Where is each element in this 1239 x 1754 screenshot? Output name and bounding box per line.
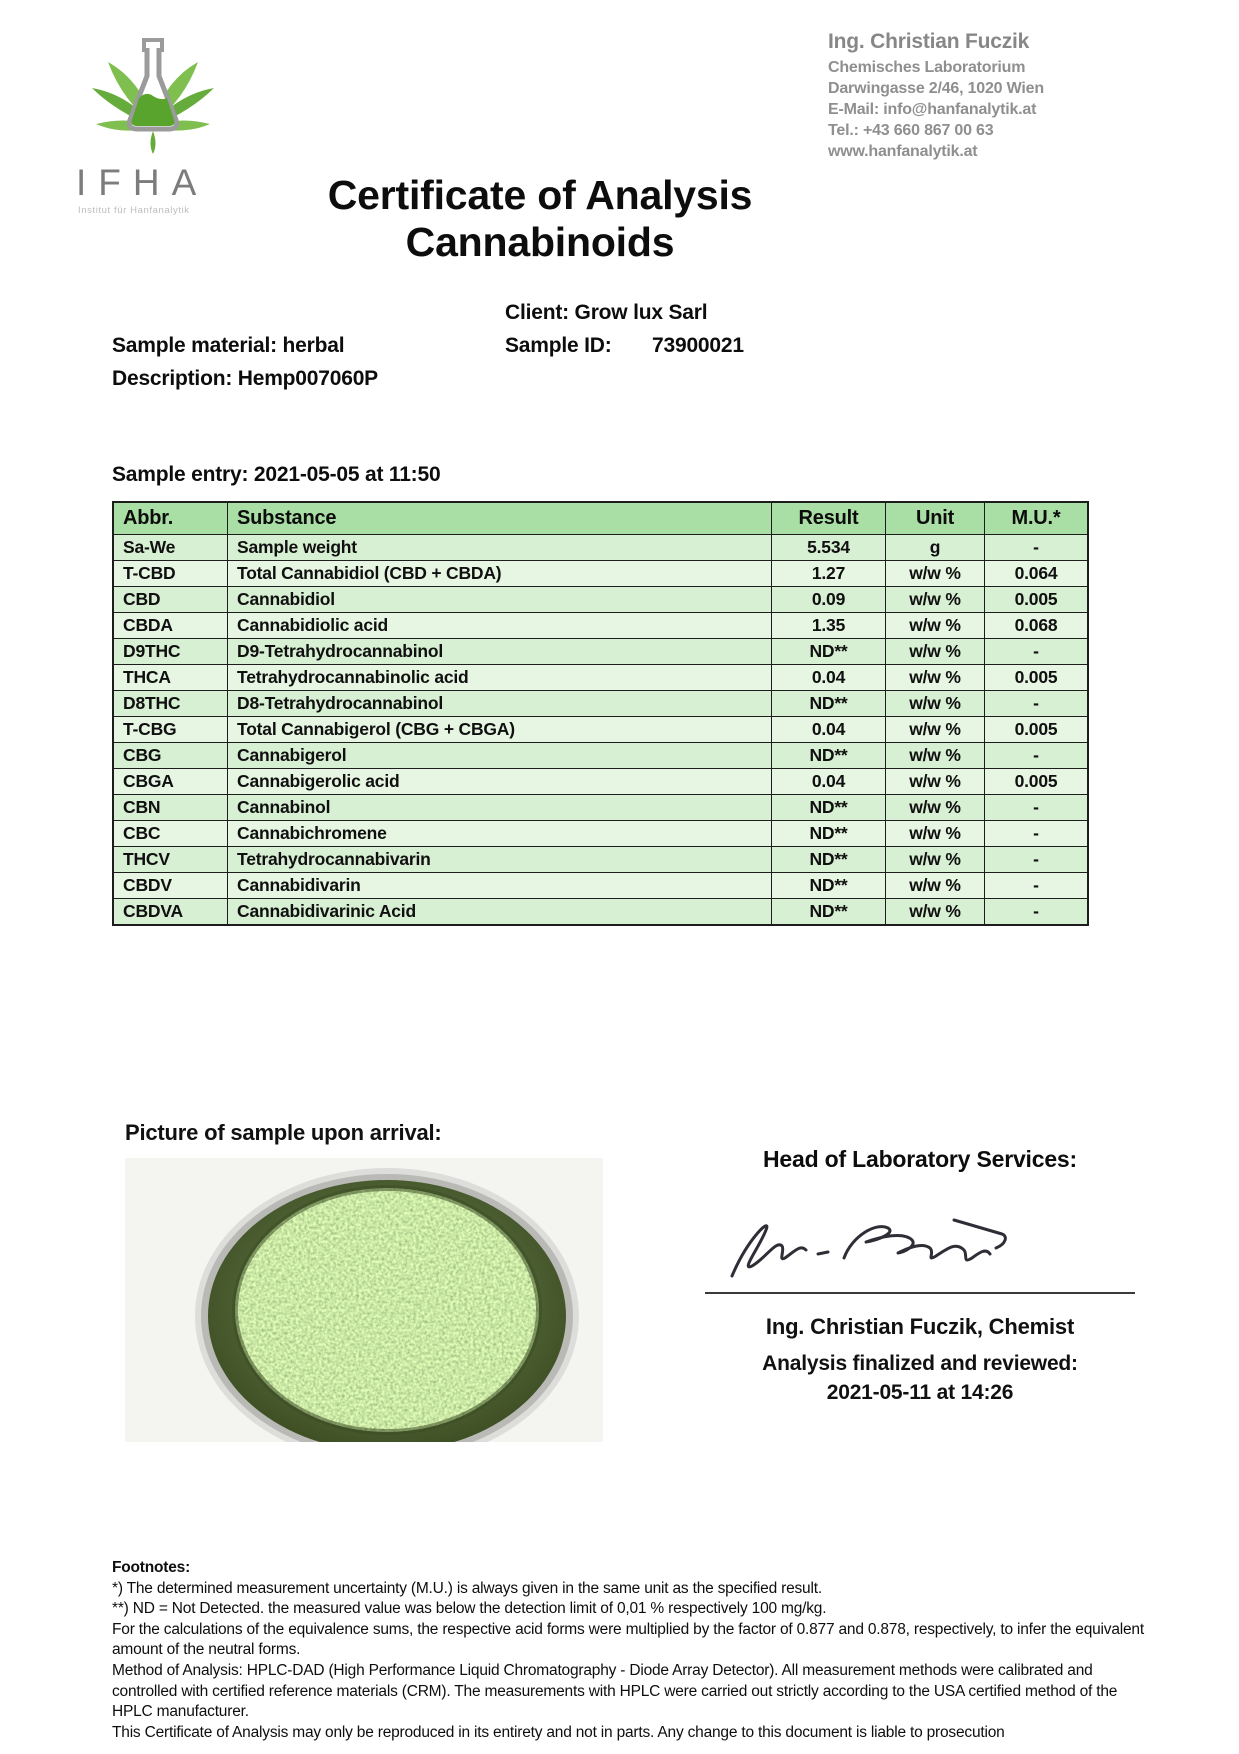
title-line-1: Certificate of Analysis bbox=[327, 172, 753, 218]
table-row bbox=[113, 535, 1088, 561]
table-cell: 0.068 bbox=[985, 613, 1089, 639]
table-cell: CBG bbox=[113, 743, 228, 769]
table-cell: CBD bbox=[113, 587, 228, 613]
table-cell: 0.09 bbox=[772, 587, 886, 613]
table-header-cell: Result bbox=[772, 502, 886, 535]
table-cell: - bbox=[985, 535, 1089, 561]
contact-line: www.hanfanalytik.at bbox=[828, 143, 978, 161]
contact-line: Tel.: +43 660 867 00 63 bbox=[828, 122, 994, 140]
table-cell: D9THC bbox=[113, 639, 228, 665]
table-cell: ND** bbox=[772, 795, 886, 821]
client-line: Client: Grow lux Sarl bbox=[505, 301, 708, 324]
table-cell: Tetrahydrocannabinolic acid bbox=[228, 665, 772, 691]
results-table-wrap bbox=[112, 501, 1089, 926]
table-cell: CBGA bbox=[113, 769, 228, 795]
table-cell: w/w % bbox=[886, 795, 985, 821]
footnote-line: This Certificate of Analysis may only be reproduced in its entirety and not in parts. Any change to this document is liable to prosecution bbox=[112, 1723, 1005, 1741]
table-cell: w/w % bbox=[886, 821, 985, 847]
table-cell: w/w % bbox=[886, 769, 985, 795]
table-cell: CBC bbox=[113, 821, 228, 847]
table-header-cell: Unit bbox=[886, 502, 985, 535]
table-cell: - bbox=[985, 743, 1089, 769]
table-cell: CBDV bbox=[113, 873, 228, 899]
picture-label: Picture of sample upon arrival: bbox=[125, 1120, 442, 1145]
table-cell: Tetrahydrocannabivarin bbox=[228, 847, 772, 873]
signature-line bbox=[705, 1292, 1135, 1294]
sample-material-line: Sample material: herbal bbox=[112, 334, 345, 357]
table-cell: 1.27 bbox=[772, 561, 886, 587]
table-cell: Total Cannabigerol (CBG + CBGA) bbox=[228, 717, 772, 743]
table-row bbox=[113, 639, 1088, 665]
table-cell: ND** bbox=[772, 743, 886, 769]
table-cell: Cannabidivarinic Acid bbox=[228, 899, 772, 926]
table-row bbox=[113, 795, 1088, 821]
table-cell: 0.04 bbox=[772, 769, 886, 795]
table-row bbox=[113, 561, 1088, 587]
contact-line: E-Mail: info@hanfanalytik.at bbox=[828, 101, 1037, 119]
table-cell: - bbox=[985, 873, 1089, 899]
finalized-date: 2021-05-11 at 14:26 bbox=[826, 1381, 1014, 1404]
table-cell: 0.005 bbox=[985, 769, 1089, 795]
table-cell: Cannabichromene bbox=[228, 821, 772, 847]
table-cell: D8-Tetrahydrocannabinol bbox=[228, 691, 772, 717]
table-cell: - bbox=[985, 691, 1089, 717]
table-cell: w/w % bbox=[886, 561, 985, 587]
finalized-label: Analysis finalized and reviewed: bbox=[762, 1352, 1078, 1375]
table-cell: w/w % bbox=[886, 587, 985, 613]
contact-line: Chemisches Laboratorium bbox=[828, 59, 1026, 76]
results-table bbox=[112, 501, 1089, 926]
table-cell: Cannabinol bbox=[228, 795, 772, 821]
table-row bbox=[113, 899, 1088, 926]
table-cell: 0.005 bbox=[985, 717, 1089, 743]
table-row bbox=[113, 769, 1088, 795]
table-cell: T-CBD bbox=[113, 561, 228, 587]
signature-heading-text: Head of Laboratory Services: bbox=[763, 1146, 1077, 1172]
table-row bbox=[113, 665, 1088, 691]
footnote-line: Method of Analysis: HPLC-DAD (High Performance Liquid Chromatography - Diode Array Detector). All measurement methods were calibrated and controlled with certified reference materials (CRM). The measurements with HPLC were carried out strictly according to the USA certified method of the HPLC manufacturer. bbox=[112, 1662, 1118, 1721]
contact-name: Ing. Christian Fuczik bbox=[828, 30, 1030, 53]
table-cell: Cannabidiol bbox=[228, 587, 772, 613]
table-cell: w/w % bbox=[886, 691, 985, 717]
sample-id-value: 73900021 bbox=[652, 334, 744, 357]
table-cell: ND** bbox=[772, 639, 886, 665]
results-table-body bbox=[113, 535, 1088, 926]
table-cell: Cannabidivarin bbox=[228, 873, 772, 899]
sample-entry-line: Sample entry: 2021-05-05 at 11:50 bbox=[112, 463, 441, 486]
title-line-2: Cannabinoids bbox=[405, 219, 675, 266]
table-cell: 0.005 bbox=[985, 665, 1089, 691]
table-cell: CBN bbox=[113, 795, 228, 821]
description-line: Description: Hemp007060P bbox=[112, 367, 378, 390]
footnote-line: For the calculations of the equivalence sums, the respective acid forms were multiplied by the factor of 0.877 and 0.878, respectively, to infer the equivalent amount of the neutral forms. bbox=[112, 1620, 1144, 1659]
signer-name: Ing. Christian Fuczik, Chemist bbox=[765, 1314, 1075, 1339]
table-cell: 1.35 bbox=[772, 613, 886, 639]
table-cell: 0.04 bbox=[772, 717, 886, 743]
table-cell: Total Cannabidiol (CBD + CBDA) bbox=[228, 561, 772, 587]
table-row bbox=[113, 613, 1088, 639]
document-title bbox=[220, 172, 860, 266]
brand-name: IFHA bbox=[76, 162, 209, 203]
table-cell: Sa-We bbox=[113, 535, 228, 561]
hemp-flask-logo-icon bbox=[78, 28, 228, 160]
table-row bbox=[113, 717, 1088, 743]
table-cell: THCV bbox=[113, 847, 228, 873]
table-cell: CBDVA bbox=[113, 899, 228, 926]
table-cell: w/w % bbox=[886, 899, 985, 926]
table-header-row bbox=[113, 502, 1088, 535]
table-cell: D9-Tetrahydrocannabinol bbox=[228, 639, 772, 665]
lab-contact-block bbox=[828, 30, 1188, 163]
table-row bbox=[113, 587, 1088, 613]
table-cell: T-CBG bbox=[113, 717, 228, 743]
table-row bbox=[113, 821, 1088, 847]
table-cell: 5.534 bbox=[772, 535, 886, 561]
signature-heading bbox=[700, 1146, 1140, 1173]
table-cell: Cannabigerolic acid bbox=[228, 769, 772, 795]
table-cell: 0.04 bbox=[772, 665, 886, 691]
footnote-line: **) ND = Not Detected. the measured value was below the detection limit of 0,01 % respectively 100 mg/kg. bbox=[112, 1600, 827, 1618]
table-header-cell: Substance bbox=[228, 502, 772, 535]
footnote-line: *) The determined measurement uncertainty (M.U.) is always given in the same unit as the specified result. bbox=[112, 1579, 822, 1597]
footnotes-lines bbox=[112, 1579, 1157, 1744]
contact-line: Darwingasse 2/46, 1020 Wien bbox=[828, 80, 1044, 98]
table-header-cell: Abbr. bbox=[113, 502, 228, 535]
table-cell: - bbox=[985, 821, 1089, 847]
table-row bbox=[113, 691, 1088, 717]
table-cell: ND** bbox=[772, 899, 886, 926]
sample-id-label: Sample ID: bbox=[505, 334, 612, 357]
table-cell: ND** bbox=[772, 873, 886, 899]
table-cell: w/w % bbox=[886, 743, 985, 769]
table-cell: w/w % bbox=[886, 639, 985, 665]
table-cell: 0.005 bbox=[985, 587, 1089, 613]
table-cell: THCA bbox=[113, 665, 228, 691]
table-cell: - bbox=[985, 639, 1089, 665]
table-row bbox=[113, 743, 1088, 769]
table-header-cell: M.U.* bbox=[985, 502, 1089, 535]
table-cell: Cannabidiolic acid bbox=[228, 613, 772, 639]
table-cell: D8THC bbox=[113, 691, 228, 717]
table-cell: Sample weight bbox=[228, 535, 772, 561]
table-cell: - bbox=[985, 795, 1089, 821]
table-cell: g bbox=[886, 535, 985, 561]
sample-photo bbox=[125, 1158, 603, 1442]
table-cell: ND** bbox=[772, 821, 886, 847]
signature-image bbox=[718, 1198, 1018, 1295]
handwritten-signature-icon bbox=[718, 1198, 1018, 1290]
sample-bowl-image bbox=[125, 1158, 603, 1442]
table-row bbox=[113, 873, 1088, 899]
table-cell: CBDA bbox=[113, 613, 228, 639]
table-cell: w/w % bbox=[886, 613, 985, 639]
table-cell: w/w % bbox=[886, 665, 985, 691]
footnotes-heading: Footnotes: bbox=[112, 1559, 191, 1576]
contact-lines bbox=[828, 57, 1188, 163]
footnotes-block bbox=[112, 1558, 1157, 1743]
table-row bbox=[113, 847, 1088, 873]
table-cell: w/w % bbox=[886, 717, 985, 743]
table-cell: ND** bbox=[772, 691, 886, 717]
table-cell: w/w % bbox=[886, 847, 985, 873]
brand-tagline: Institut für Hanfanalytik bbox=[78, 205, 190, 216]
table-cell: Cannabigerol bbox=[228, 743, 772, 769]
table-cell: ND** bbox=[772, 847, 886, 873]
table-cell: w/w % bbox=[886, 873, 985, 899]
table-cell: - bbox=[985, 847, 1089, 873]
table-cell: 0.064 bbox=[985, 561, 1089, 587]
table-cell: - bbox=[985, 899, 1089, 926]
